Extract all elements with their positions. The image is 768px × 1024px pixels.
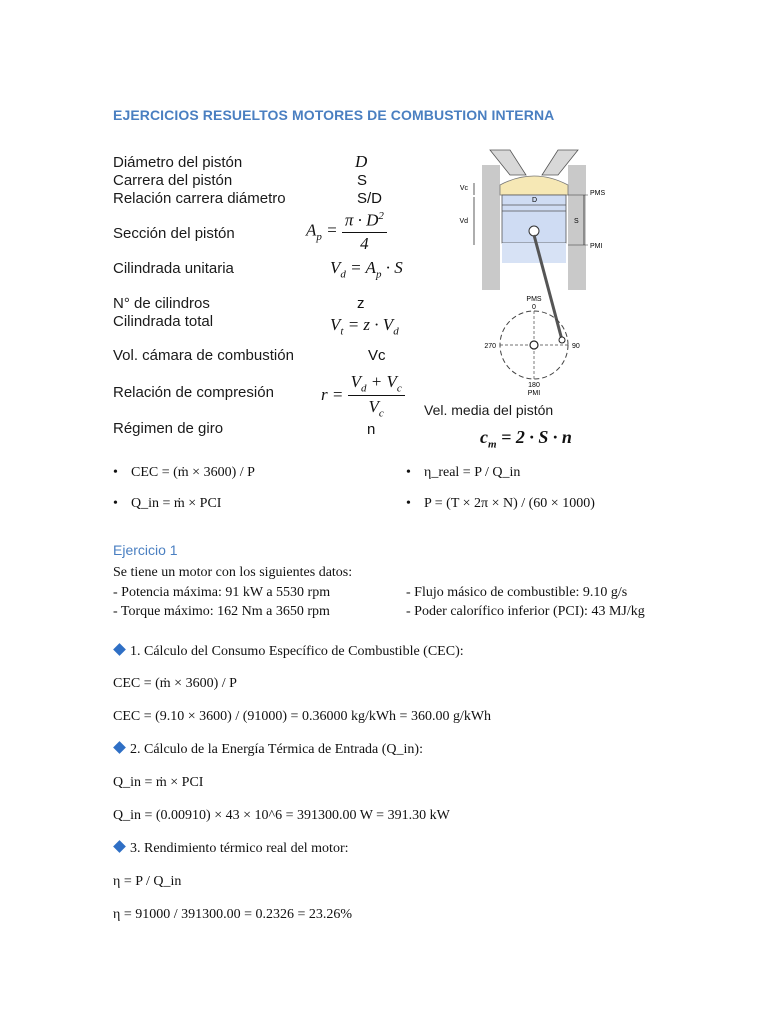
sheet-symbol-sd: S/D xyxy=(357,190,383,207)
sheet-symbol-n: n xyxy=(367,421,376,438)
sheet-symbol-s: S xyxy=(357,172,368,189)
sheet-label-seccion: Sección del pistón xyxy=(113,225,235,242)
sheet-label-relacion-sd: Relación carrera diámetro xyxy=(113,190,286,207)
sheet-label-regimen: Régimen de giro xyxy=(113,420,224,437)
diagram-label-top: PMS xyxy=(526,296,542,303)
sheet-symbol-d: D xyxy=(355,152,368,171)
engine-diagram xyxy=(440,145,620,400)
sheet-label-vol-camara: Vol. cámara de combustión xyxy=(113,347,294,364)
combustion-chamber xyxy=(500,176,568,195)
piston-pin xyxy=(529,226,539,236)
sheet-label-compresion: Relación de compresión xyxy=(113,384,274,401)
ejercicio-heading: Ejercicio 1 xyxy=(113,542,178,558)
dato-flujo: - Flujo másico de combustible: 9.10 g/s xyxy=(406,585,628,600)
diagram-label-vd: Vd xyxy=(459,218,468,225)
step-3-title: 3. Rendimiento térmico real del motor: xyxy=(113,840,349,858)
diagram-label-90: 90 xyxy=(572,343,580,350)
step-2-line-1: Q_in = ṁ × PCI xyxy=(113,775,204,790)
sheet-label-diametro: Diámetro del pistón xyxy=(113,154,243,171)
diagram-label-s: S xyxy=(574,218,579,225)
sheet-symbol-vc: Vc xyxy=(368,347,386,364)
diagram-label-zero: 0 xyxy=(532,304,536,311)
step-1-line-2: CEC = (9.10 × 3600) / (91000) = 0.36000 kg/kWh = 360.00 g/kWh xyxy=(113,709,492,724)
diamond-icon xyxy=(113,643,126,656)
diamond-icon xyxy=(113,840,126,853)
sheet-label-carrera: Carrera del pistón xyxy=(113,172,233,189)
bullet-qin: • Q_in = ṁ × PCI xyxy=(113,496,222,511)
sheet-symbol-z: z xyxy=(357,295,365,312)
cylinder-wall-left xyxy=(482,165,500,290)
bullet-eta-real: • η_real = P / Q_in xyxy=(406,465,521,480)
bullet-potencia: • P = (T × 2π × N) / (60 × 1000) xyxy=(406,496,595,511)
diamond-icon xyxy=(113,741,126,754)
dato-torque: - Torque máximo: 162 Nm a 3650 rpm xyxy=(113,604,330,619)
ejercicio-intro: Se tiene un motor con los siguientes datos: xyxy=(113,565,353,580)
sheet-label-cilindros: N° de cilindros xyxy=(113,295,210,312)
sheet-label-cilindrada-unitaria: Cilindrada unitaria xyxy=(113,260,234,277)
step-3-line-1: η = P / Q_in xyxy=(113,874,182,889)
diagram-label-180: 180 xyxy=(528,382,540,389)
step-1-line-1: CEC = (ṁ × 3600) / P xyxy=(113,676,237,691)
diagram-label-vc: Vc xyxy=(459,185,468,192)
sheet-label-cilindrada-total: Cilindrada total xyxy=(113,313,214,330)
sheet-label-vel-media: Vel. media del pistón xyxy=(424,402,554,418)
cylinder-wall-right xyxy=(568,165,586,290)
step-2-title: 2. Cálculo de la Energía Térmica de Entrada (Q_in): xyxy=(113,741,423,759)
diagram-label-pmi: PMI xyxy=(590,243,603,250)
bullet-cec: • CEC = (ṁ × 3600) / P xyxy=(113,465,255,480)
formula-compresion: r = $\frac{V_d + V_c}{V_c}$ xyxy=(321,372,405,420)
step-1-title: 1. Cálculo del Consumo Específico de Combustible (CEC): xyxy=(113,643,464,661)
diagram-label-270: 270 xyxy=(484,343,496,350)
step-2-line-2: Q_in = (0.00910) × 43 × 10^6 = 391300.00 W = 391.30 kW xyxy=(113,808,450,823)
formula-cilindrada-total: $V_t = z \cdot V_d$ xyxy=(330,315,399,338)
diagram-label-pmi-bottom: PMI xyxy=(527,390,541,397)
dato-potencia: - Potencia máxima: 91 kW a 5530 rpm xyxy=(113,585,331,600)
diagram-label-d: D xyxy=(532,197,538,204)
dato-pci: - Poder calorífico inferior (PCI): 43 MJ/kg xyxy=(406,604,645,619)
diagram-label-pms: PMS xyxy=(590,190,606,197)
step-3-line-2: η = 91000 / 391300.00 = 0.2326 = 23.26% xyxy=(113,907,353,922)
formula-seccion: $A_p$ = $\frac{\pi \cdot D^2}{4}$ xyxy=(306,210,387,254)
formula-vel-media: $c_m = 2 \cdot S \cdot n$ xyxy=(480,427,572,451)
document-title: EJERCICIOS RESUELTOS MOTORES DE COMBUSTION INTERNA xyxy=(113,107,555,123)
formula-cilindrada-unitaria: $V_d = A_p \cdot S$ xyxy=(330,258,403,281)
